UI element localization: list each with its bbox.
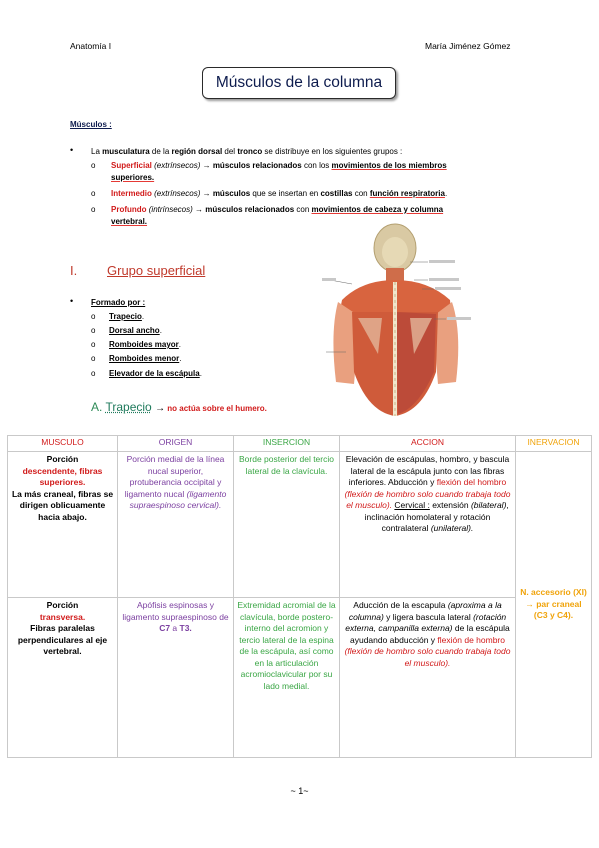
formado-bullet: • [70,296,74,306]
accion-text: , inclinación homolateral y rotación contralateral [364,500,509,533]
inervacion-text: N. accesorio (XI) [520,587,587,598]
intro-text-part: tronco [237,147,263,156]
back-muscles-illustration-icon [322,222,482,418]
group-text: músculos relacionados [203,205,295,214]
group-intermedio [111,188,541,200]
formado-item-name: Romboides mayor [109,340,179,349]
musculo-desc: La más craneal, fibras se dirigen oblicuamente hacia abajo. [11,488,114,522]
section-number: I. [70,263,78,278]
accion-text: Aducción de la escapula [353,600,446,610]
cell-origen [118,452,234,598]
accion-text: Cervical : [394,500,430,510]
page-title-text: Músculos de la columna [215,74,383,91]
intro-text-part: región dorsal [171,147,223,156]
group-text: costillas [320,189,353,198]
arrow-icon: → [202,161,211,170]
cell-musculo [8,452,118,598]
section-title: Grupo superficial [107,263,206,278]
musculo-desc: Fibras paralelas perpendiculares al eje vertebral. [17,623,108,656]
group-text: . [444,189,448,198]
subsection-trapecio [91,400,267,414]
origen-text: (ligamento supraespinoso cervical). [129,488,227,510]
accion-text: (aproxima a la columna) [348,600,502,622]
formado-item-name: Romboides menor [109,354,180,363]
group-text: con los [301,161,332,170]
page-title [202,67,396,99]
group-superficial [111,160,526,184]
header-insercion: INSERCION [234,436,340,452]
header-left: Anatomía I [70,41,112,51]
accion-text: Abducción [388,477,428,487]
group-text: movimientos de los miembros [331,161,447,170]
musculo-tipo: descendente, fibras superiores. [22,465,103,487]
header-inervacion: INERVACION [516,436,592,452]
intro-text-part: La [91,147,103,156]
group-text: función respiratoria [369,189,445,198]
intro-text-part: de la [149,147,172,156]
accion-text: (unilateral). [430,523,474,533]
table-row [8,598,592,758]
header-accion: ACCION [340,436,516,452]
origen-text: a [170,623,180,633]
group-paren: (intrínsecos) [146,205,196,214]
accion-text: flexión de hombro [437,634,505,645]
group-text: músculos relacionados [210,161,302,170]
formado-item-end: . [178,340,182,349]
musculo-porcion: Porción [46,600,79,610]
group-marker: o [91,189,96,198]
musculos-label: Músculos : [70,120,112,129]
formado-item [109,353,181,365]
formado-marker: o [91,340,96,349]
subsection-letter: A. [91,400,103,414]
cell-accion [340,452,516,598]
origen-text: T3. [179,623,192,633]
formado-label: Formado por : [91,298,146,307]
intro-text-part: del [222,147,238,156]
header-right: María Jiménez Gómez [425,41,511,51]
cell-accion [340,598,516,758]
subsection-note: no actúa sobre el humero. [165,404,267,413]
formado-item-end: . [179,354,182,363]
cell-musculo [8,598,118,758]
origen-text: Apófisis espinosas y ligamento supraespinoso de [122,600,229,622]
subsection-title: Trapecio [105,400,152,414]
formado-marker: o [91,326,96,335]
accion-text: y ligera bascula lateral [383,611,474,622]
intro-text-part: musculatura [102,147,150,156]
header-musculo: MUSCULO [8,436,118,452]
table-row [8,452,592,598]
formado-marker: o [91,312,96,321]
group-text: con [352,189,370,198]
intro-text [91,146,531,158]
intro-text-part: se distribuye en los siguientes grupos : [262,147,403,156]
group-marker: o [91,205,96,214]
group-text: movimientos de cabeza y columna [311,205,444,214]
formado-item-end: . [199,369,202,378]
trapecio-table [7,435,592,758]
origen-text: C7 [159,623,171,633]
musculo-porcion: Porción [46,454,79,464]
group-name: Superficial [111,161,152,170]
cell-inervacion [516,452,592,758]
formado-marker: o [91,369,96,378]
accion-text: extensión [429,500,471,510]
arrow-icon: → [202,189,211,198]
group-paren: (extrínsecos) [151,161,203,170]
header-origen: ORIGEN [118,436,234,452]
formado-item-end: . [141,312,145,321]
formado-item [109,368,202,380]
formado-item [109,311,144,323]
cell-origen [118,598,234,758]
musculo-tipo: transversa. [39,611,86,622]
accion-text: de la escápula ayudando abducción y [349,623,510,645]
group-marker: o [91,161,96,170]
group-text: que se insertan en [250,189,321,198]
accion-text: (bilateral) [470,500,507,510]
table-header-row [8,436,592,452]
page-number: ~ 1~ [290,786,309,796]
group-text: con [294,205,312,214]
formado-item-name: Elevador de la escápula [109,369,200,378]
group-text: superiores. [111,173,155,182]
accion-text: (flexión de hombro solo cuando trabaja todo el musculo). [344,488,511,510]
inervacion-text: par craneal (C3 y C4). [533,598,582,621]
group-paren: (extrínsecos) [151,189,203,198]
arrow-icon: → [525,598,534,609]
accion-text: Elevación de escápulas, hombro, y bascula lateral de la escápula junto con las fibras inferiores. [345,454,510,487]
cell-insercion: Borde posterior del tercio lateral de la clavícula. [234,452,340,598]
formado-item [109,339,181,351]
formado-item [109,325,162,337]
formado-item-name: Trapecio [109,312,142,321]
arrow-icon: → [195,205,204,214]
group-text: vertebral. [111,217,148,226]
group-name: Profundo [111,205,147,214]
formado-item-name: Dorsal ancho [109,326,160,335]
intro-bullet: • [70,145,74,155]
group-name: Intermedio [111,189,152,198]
arrow-icon: → [155,403,166,414]
group-text: músculos [210,189,251,198]
accion-text: (flexión de hombro solo cuando trabaja todo el musculo). [344,646,511,668]
accion-text: y [427,477,437,487]
formado-item-end: . [159,326,162,335]
origen-text: Porción medial de la línea nucal superior, protuberancia occipital y ligamento nucal [124,454,225,499]
cell-insercion: Extremidad acromial de la clavícula, borde postero-interno del acromion y tercio lateral de la espina de la escápula, así como en la articulación acromioclavicular por su lado medial. [234,598,340,758]
accion-text: flexión del hombro [436,477,507,487]
formado-marker: o [91,354,96,363]
accion-text: (rotación externa, campanilla externa) [345,611,507,633]
